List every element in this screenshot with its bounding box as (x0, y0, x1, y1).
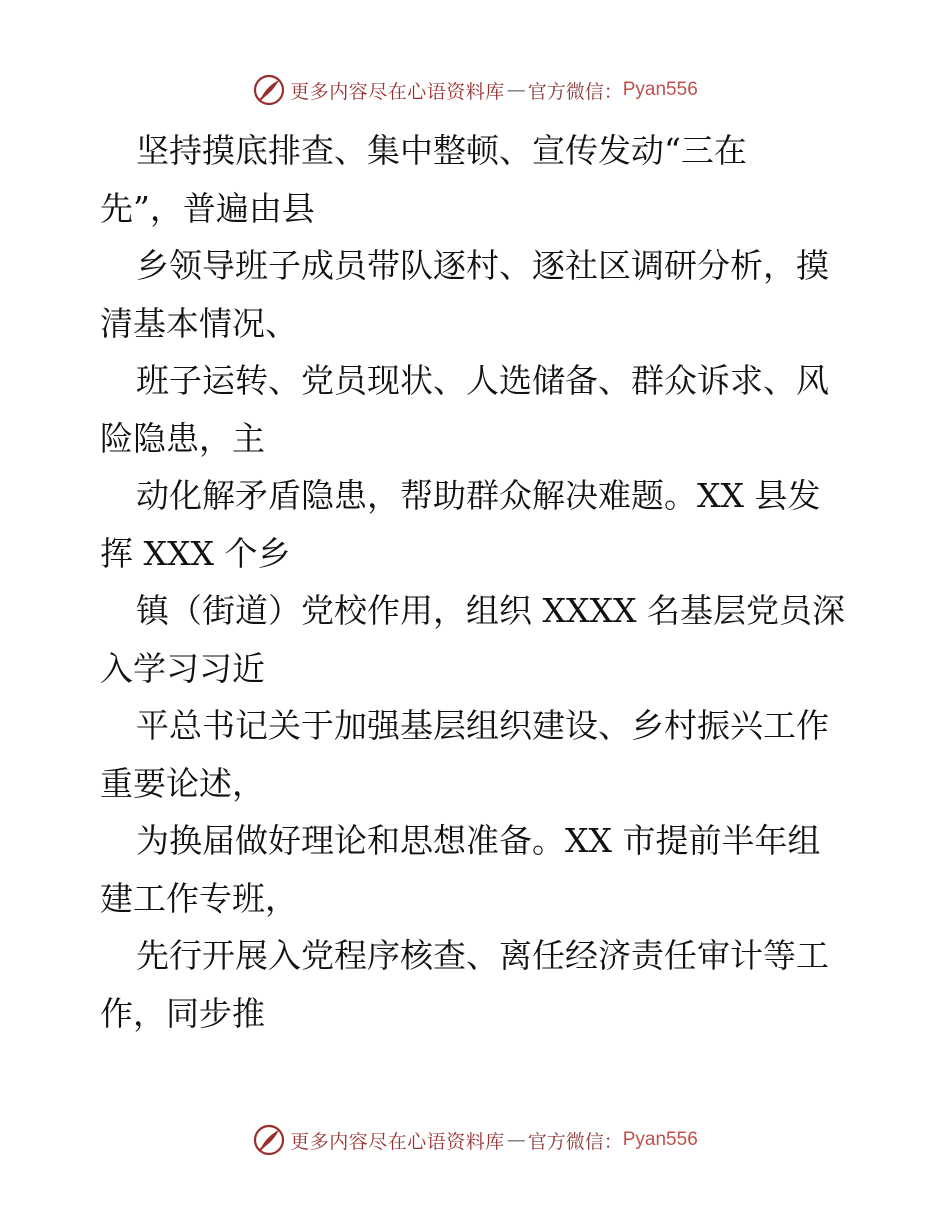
text-line: 险隐患，主 (100, 418, 265, 458)
text-line: 班子运转、党员现状、人选储备、群众诉求、风 (136, 361, 829, 400)
text-line: 为换届做好理论和思想准备。XX 市提前半年组 (136, 821, 821, 860)
footer-banner (0, 1120, 950, 1160)
text-line: 先”，普遍由县 (100, 188, 315, 228)
text-line: 镇（街道）党校作用，组织 XXXX 名基层党员深 (136, 591, 845, 630)
quill-pen-logo-icon (252, 1123, 286, 1157)
document-body (100, 122, 860, 1042)
footer-wechat-label: 官方微信： (527, 1130, 623, 1153)
text-line: 作，同步推 (100, 993, 265, 1033)
text-line: 平总书记关于加强基层组织建设、乡村振兴工作 (136, 706, 829, 745)
text-line: 入学习习近 (100, 648, 265, 688)
header-brand: 更多内容尽在心语资料库 (290, 80, 505, 103)
footer-brand: 更多内容尽在心语资料库 (290, 1130, 505, 1153)
text-line: 建工作专班， (100, 878, 298, 918)
header-wechat-id: Pyan556 (622, 79, 698, 100)
text-line: 重要论述， (100, 763, 265, 803)
header-banner (0, 70, 950, 110)
text-line: 先行开展入党程序核查、离任经济责任审计等工 (136, 936, 829, 975)
header-wechat-label: 官方微信： (527, 80, 623, 103)
header-separator: — (506, 79, 526, 101)
text-line: 挥 XXX 个乡 (100, 533, 291, 573)
text-line: 乡领导班子成员带队逐村、逐社区调研分析，摸 (136, 246, 829, 285)
footer-wechat-id: Pyan556 (622, 1129, 698, 1150)
text-line: 清基本情况、 (100, 303, 298, 343)
text-line: 坚持摸底排查、集中整顿、宣传发动“三在 (136, 131, 747, 170)
text-line: 动化解矛盾隐患，帮助群众解决难题。XX 县发 (136, 476, 821, 515)
quill-pen-logo-icon (252, 73, 286, 107)
footer-separator: — (506, 1129, 526, 1151)
